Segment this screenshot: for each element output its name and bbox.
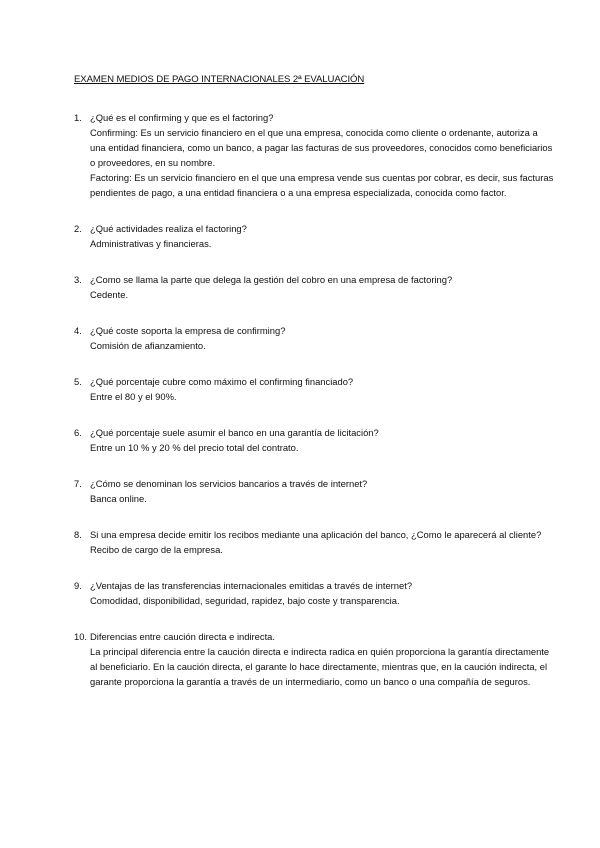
question-item-10 xyxy=(74,629,554,689)
question-text: ¿Como se llama la parte que delega la gestión del cobro en una empresa de factoring? xyxy=(90,274,453,285)
question-item-2 xyxy=(74,221,554,251)
question-text: Diferencias entre caución directa e indirecta. xyxy=(90,631,275,642)
question-number: 8. xyxy=(74,529,82,540)
question-text: ¿Qué porcentaje cubre como máximo el confirming financiado? xyxy=(90,376,354,387)
question-number: 5. xyxy=(74,376,82,387)
question-item-7 xyxy=(74,476,554,506)
answer-text: Factoring: Es un servicio financiero en el que una empresa vende sus cuentas por cobrar, es decir, sus facturas pendientes de pago, a una entidad financiera o a una empresa especializada, conocida como factor. xyxy=(90,172,554,198)
question-item-8 xyxy=(74,527,554,557)
answer-text: La principal diferencia entre la caución directa e indirecta radica en quién proporciona la garantía directamente al beneficiario. En la caución directa, el garante lo hace directamente, mientras que, en la caución indirecta, el garante proporciona la garantía a través de un intermediario, como un banco o una compañía de seguros. xyxy=(90,646,550,687)
answer-text: Recibo de cargo de la empresa. xyxy=(90,544,223,555)
question-text: ¿Qué actividades realiza el factoring? xyxy=(90,223,247,234)
question-number: 1. xyxy=(74,112,82,123)
question-number: 3. xyxy=(74,274,82,285)
question-text: ¿Qué coste soporta la empresa de confirming? xyxy=(90,325,286,336)
question-item-5 xyxy=(74,374,554,404)
document-title: EXAMEN MEDIOS DE PAGO INTERNACIONALES 2ª EVALUACIÓN xyxy=(74,74,365,85)
answer-text: Entre un 10 % y 20 % del precio total del contrato. xyxy=(90,442,299,453)
question-list xyxy=(74,110,554,710)
question-item-1 xyxy=(74,110,554,200)
question-text: ¿Cómo se denominan los servicios bancarios a través de internet? xyxy=(90,478,368,489)
question-item-6 xyxy=(74,425,554,455)
question-number: 6. xyxy=(74,427,82,438)
question-text: Si una empresa decide emitir los recibos mediante una aplicación del banco, ¿Como le aparecerá al cliente? xyxy=(90,529,542,540)
question-number: 4. xyxy=(74,325,82,336)
question-item-9 xyxy=(74,578,554,608)
answer-text: Administrativas y financieras. xyxy=(90,238,212,249)
question-text: ¿Qué porcentaje suele asumir el banco en una garantía de licitación? xyxy=(90,427,379,438)
answer-text: Cedente. xyxy=(90,289,129,300)
question-item-3 xyxy=(74,272,554,302)
question-item-4 xyxy=(74,323,554,353)
answer-text: Confirming: Es un servicio financiero en el que una empresa, conocida como cliente o ordenante, autoriza a una entidad financiera, como un banco, a pagar las facturas de sus proveedores, conocidos como beneficiarios o proveedores, en su nombre. xyxy=(90,127,553,168)
answer-text: Entre el 80 y el 90%. xyxy=(90,391,177,402)
answer-text: Comodidad, disponibilidad, seguridad, rapidez, bajo coste y transparencia. xyxy=(90,595,400,606)
question-number: 9. xyxy=(74,580,82,591)
question-text: ¿Ventajas de las transferencias internacionales emitidas a través de internet? xyxy=(90,580,413,591)
question-number: 2. xyxy=(74,223,82,234)
question-number: 7. xyxy=(74,478,82,489)
answer-text: Banca online. xyxy=(90,493,147,504)
answer-text: Comisión de afianzamiento. xyxy=(90,340,206,351)
question-text: ¿Qué es el confirming y que es el factoring? xyxy=(90,112,274,123)
question-number: 10. xyxy=(74,631,88,642)
